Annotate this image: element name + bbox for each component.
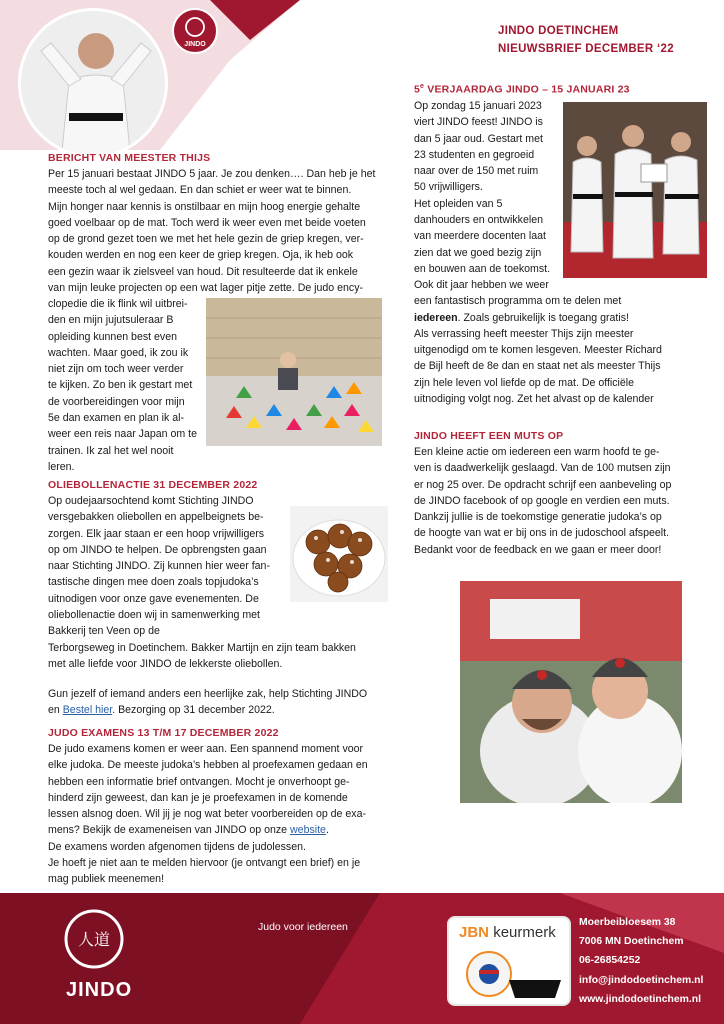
footer [0, 893, 724, 1024]
keurmerk-seal-icon [463, 946, 563, 1002]
verjaardag-heading-sup: e [420, 83, 425, 90]
text-line: de Bijl heeft de 8e dan en staat net als meester Thijs [414, 360, 661, 373]
verjaardag-heading-rest: VERJAARDAG JINDO – 15 JANUARI 23 [424, 83, 630, 96]
oliebollen-body-narrow [48, 493, 288, 640]
text-line: te kijken. Zo ben ik gestart met [48, 379, 193, 392]
text-line: goed voelbaar op de mat. Toch werd ik weer even met beide voeten [48, 216, 366, 229]
text-line: en bouwen aan de toekomst. [414, 262, 551, 275]
oliebollen-photo [290, 506, 388, 602]
text-line: uitnodiging volgt nog. Zet het alvast op de kalender [414, 393, 654, 406]
examens-heading: JUDO EXAMENS 13 T/M 17 DECEMBER 2022 [48, 727, 279, 739]
footer-logo-emblem [58, 907, 130, 971]
beanie-selfie-photo [460, 581, 682, 803]
oliebollen-body-full [48, 640, 388, 673]
text-line: de JINDO facebook of op google en verdien een muts. [414, 494, 670, 507]
footer-slogan: Judo voor iedereen [258, 921, 348, 933]
text-line: van mijn leuke projecten op een wat lager pitje zette. De judo ency- [48, 282, 364, 295]
keurmerk-jbn: JBN [459, 924, 490, 941]
text-line: naar Stichting JINDO. Zij kunnen hier weer fan- [48, 560, 270, 573]
text-line: danhouders en ontwikkelen [414, 214, 543, 227]
text-line: oliebollenactie doen wij in samenwerking met [48, 609, 260, 622]
oliebollen-order [48, 686, 388, 719]
website-prefix: mens? Bekijk de exameneisen van JINDO op onze [48, 824, 291, 837]
text-line: Op zondag 15 januari 2023 [414, 100, 542, 112]
text-line: zorgen. Elk jaar staan er een hoop vrijwilligers [48, 527, 265, 540]
website-suffix: . [325, 824, 329, 837]
keurmerk-label [459, 924, 556, 941]
meester-heading: BERICHT VAN MEESTER THIJS [48, 152, 211, 164]
child-cones-photo [206, 298, 382, 446]
oliebollen-heading: OLIEBOLLENACTIE 31 DECEMBER 2022 [48, 479, 258, 491]
text-line [48, 822, 393, 838]
newsletter-title-line2: NIEUWSBRIEF DECEMBER ‘22 [498, 43, 674, 55]
text-line: viert JINDO feest! JINDO is [414, 116, 543, 129]
text-line: Bakkerij ten Veen op de [48, 625, 160, 638]
text-line: Dankzij jullie is de toekomstige generatie judoka’s op [414, 511, 662, 524]
text-line: hinderd zijn geweest, dan kan je je proefexamen in de komende [48, 791, 348, 804]
contact-email[interactable]: info@jindodoetinchem.nl [579, 974, 704, 986]
text-line: 5e dan examen en plan ik al- [48, 412, 185, 425]
text-line: op de grond gezet toen we met het hele gezin de griep kregen, ver- [48, 233, 364, 246]
text-line: zijn hele leven vol liefde op de mat. De officiële [414, 376, 635, 389]
text-line: op om JINDO te helpen. De opbrengsten gaan [48, 543, 267, 556]
jindo-logo-badge [172, 8, 218, 54]
text-line: Op oudejaarsochtend komt Stichting JINDO [48, 495, 254, 507]
text-line: kouden werden en nog een keer de griep kregen. Oja, ik heb ook [48, 249, 354, 262]
text-line: De judo examens komen er weer aan. Een spannend moment voor [48, 743, 364, 755]
text-line: Een kleine actie om iedereen een warm hoofd te ge- [414, 446, 660, 458]
text-line: Gun jezelf of iemand anders een heerlijke zak, help Stichting JINDO [48, 688, 368, 700]
iedereen-rest: . Zoals gebruikelijk is toegang gratis! [457, 311, 629, 324]
text-line: hebben een informatie brief ontvangen. Mocht je onverhoopt ge- [48, 775, 350, 788]
text-line: wachten. Maar goed, ik zou ik [48, 346, 189, 359]
text-line: Mijn honger naar kennis is onstilbaar en mijn hoog energie gehalte [48, 200, 361, 213]
text-line: weer een reis naar Japan om te [48, 428, 197, 441]
website-link[interactable]: website [290, 824, 326, 837]
footer-logo-glyphs: 人道 [77, 930, 111, 949]
text-line: meeste toch al wel gedaan. En dan schiet er weer wat te binnen. [48, 184, 352, 197]
text-line: den en mijn jujutsuleraar B [48, 314, 174, 327]
text-line: lessen alsnog doen. Wil jij je nog wat beter voorbereiden op de exa- [48, 808, 367, 821]
text-line: Het opleiden van 5 [414, 197, 503, 210]
meester-body-full [48, 166, 380, 296]
text-line: van meerdere docenten laat [414, 230, 546, 243]
logo-badge-text: JINDO [184, 41, 206, 48]
text-line: met alle liefde voor JINDO de lekkerste oliebollen. [48, 658, 283, 671]
verjaardag-heading [414, 83, 630, 96]
keurmerk-text: keurmerk [493, 924, 556, 941]
text-line [48, 702, 388, 718]
newsletter-title-line1: JINDO DOETINCHEM [498, 25, 619, 37]
verjaardag-body-full [414, 277, 714, 407]
text-line: tastische dingen mee doen zoals topjudoka’s [48, 576, 259, 589]
judoka-portrait-photo [18, 8, 168, 158]
iedereen-bold: iedereen [414, 311, 458, 324]
verjaardag-heading-num: 5 [414, 83, 421, 96]
text-line: 23 studenten en gegroeid [414, 148, 535, 161]
text-line: Bedankt voor de feedback en we gaan er meer door! [414, 543, 662, 556]
text-line [414, 310, 714, 326]
text-line: naar over de 150 met ruim [414, 165, 539, 178]
contact-website[interactable]: www.jindodoetinchem.nl [579, 993, 701, 1005]
text-line: dan 5 jaar oud. Gestart met [414, 132, 543, 145]
text-line: leren. [48, 460, 75, 473]
text-line: Per 15 januari bestaat JINDO 5 jaar. Je zou denken…. Dan heb je het [48, 168, 376, 180]
text-line: uitnodigen voor onze gave evenementen. De [48, 592, 259, 605]
muts-body [414, 444, 714, 558]
contact-city: 7006 MN Doetinchem [579, 936, 684, 948]
text-line: trainen. Ik zal het wel nooit [48, 444, 174, 457]
contact-address: Moerbeibloesem 38 [579, 917, 676, 928]
order-link[interactable]: Bestel hier [62, 704, 113, 717]
text-line: Ook dit jaar hebben we weer [414, 279, 549, 291]
verjaardag-body-narrow [414, 98, 564, 277]
meester-body-narrow [48, 296, 208, 475]
text-line: er nog 25 over. De opdracht schrijf een aanbeveling op [414, 478, 672, 491]
text-line: uitgenodigd om te komen lesgeven. Meester Richard [414, 344, 662, 357]
text-line: een fantastisch programma om te delen met [414, 295, 622, 308]
text-line: een gezin waar ik zielsveel van houd. Dit resulteerde dat ik enkele [48, 265, 358, 278]
text-line: Terborgseweg in Doetinchem. Bakker Martijn en zijn team bakken [48, 642, 356, 654]
text-line: de voorbereidingen voor mijn [48, 395, 185, 408]
text-line: clopedie die ik flink wil uitbrei- [48, 298, 188, 310]
text-line: opleiding kunnen best even [48, 330, 177, 343]
newsletter-title [498, 22, 708, 58]
examens-body [48, 741, 393, 888]
text-line: versgebakken oliebollen en appelbeignets be- [48, 511, 264, 524]
footer-contact [579, 913, 703, 1009]
muts-heading: JINDO HEEFT EEN MUTS OP [414, 430, 564, 442]
contact-phone[interactable]: 06-26854252 [579, 955, 641, 967]
text-line: 50 vrijwilligers. [414, 181, 483, 194]
text-line: zien dat we goed bezig zijn [414, 246, 542, 259]
text-line: de hoogte van wat er bij ons in de judoschool afspeelt. [414, 527, 670, 540]
masters-group-photo [563, 102, 707, 278]
text-line: niet zijn om toch weer verder [48, 363, 184, 376]
text-line: elke judoka. De meeste judoka’s hebben al proefexamen gedaan en [48, 759, 368, 772]
jbn-keurmerk-badge [447, 916, 571, 1006]
footer-logo-text: JINDO [66, 979, 133, 1001]
text-line: Als verrassing heeft meester Thijs zijn meester [414, 327, 634, 340]
text-line: ven is daadwerkelijk geslaagd. Van de 100 mutsen zijn [414, 462, 671, 475]
text-line: mag publiek meenemen! [48, 873, 165, 886]
order-suffix: . Bezorging op 31 december 2022. [112, 704, 275, 717]
text-line: De examens worden afgenomen tijdens de judolessen. [48, 840, 306, 853]
order-prefix: en [48, 704, 63, 717]
text-line: Je hoeft je niet aan te melden hiervoor (je ontvangt een brief) en je [48, 857, 361, 870]
